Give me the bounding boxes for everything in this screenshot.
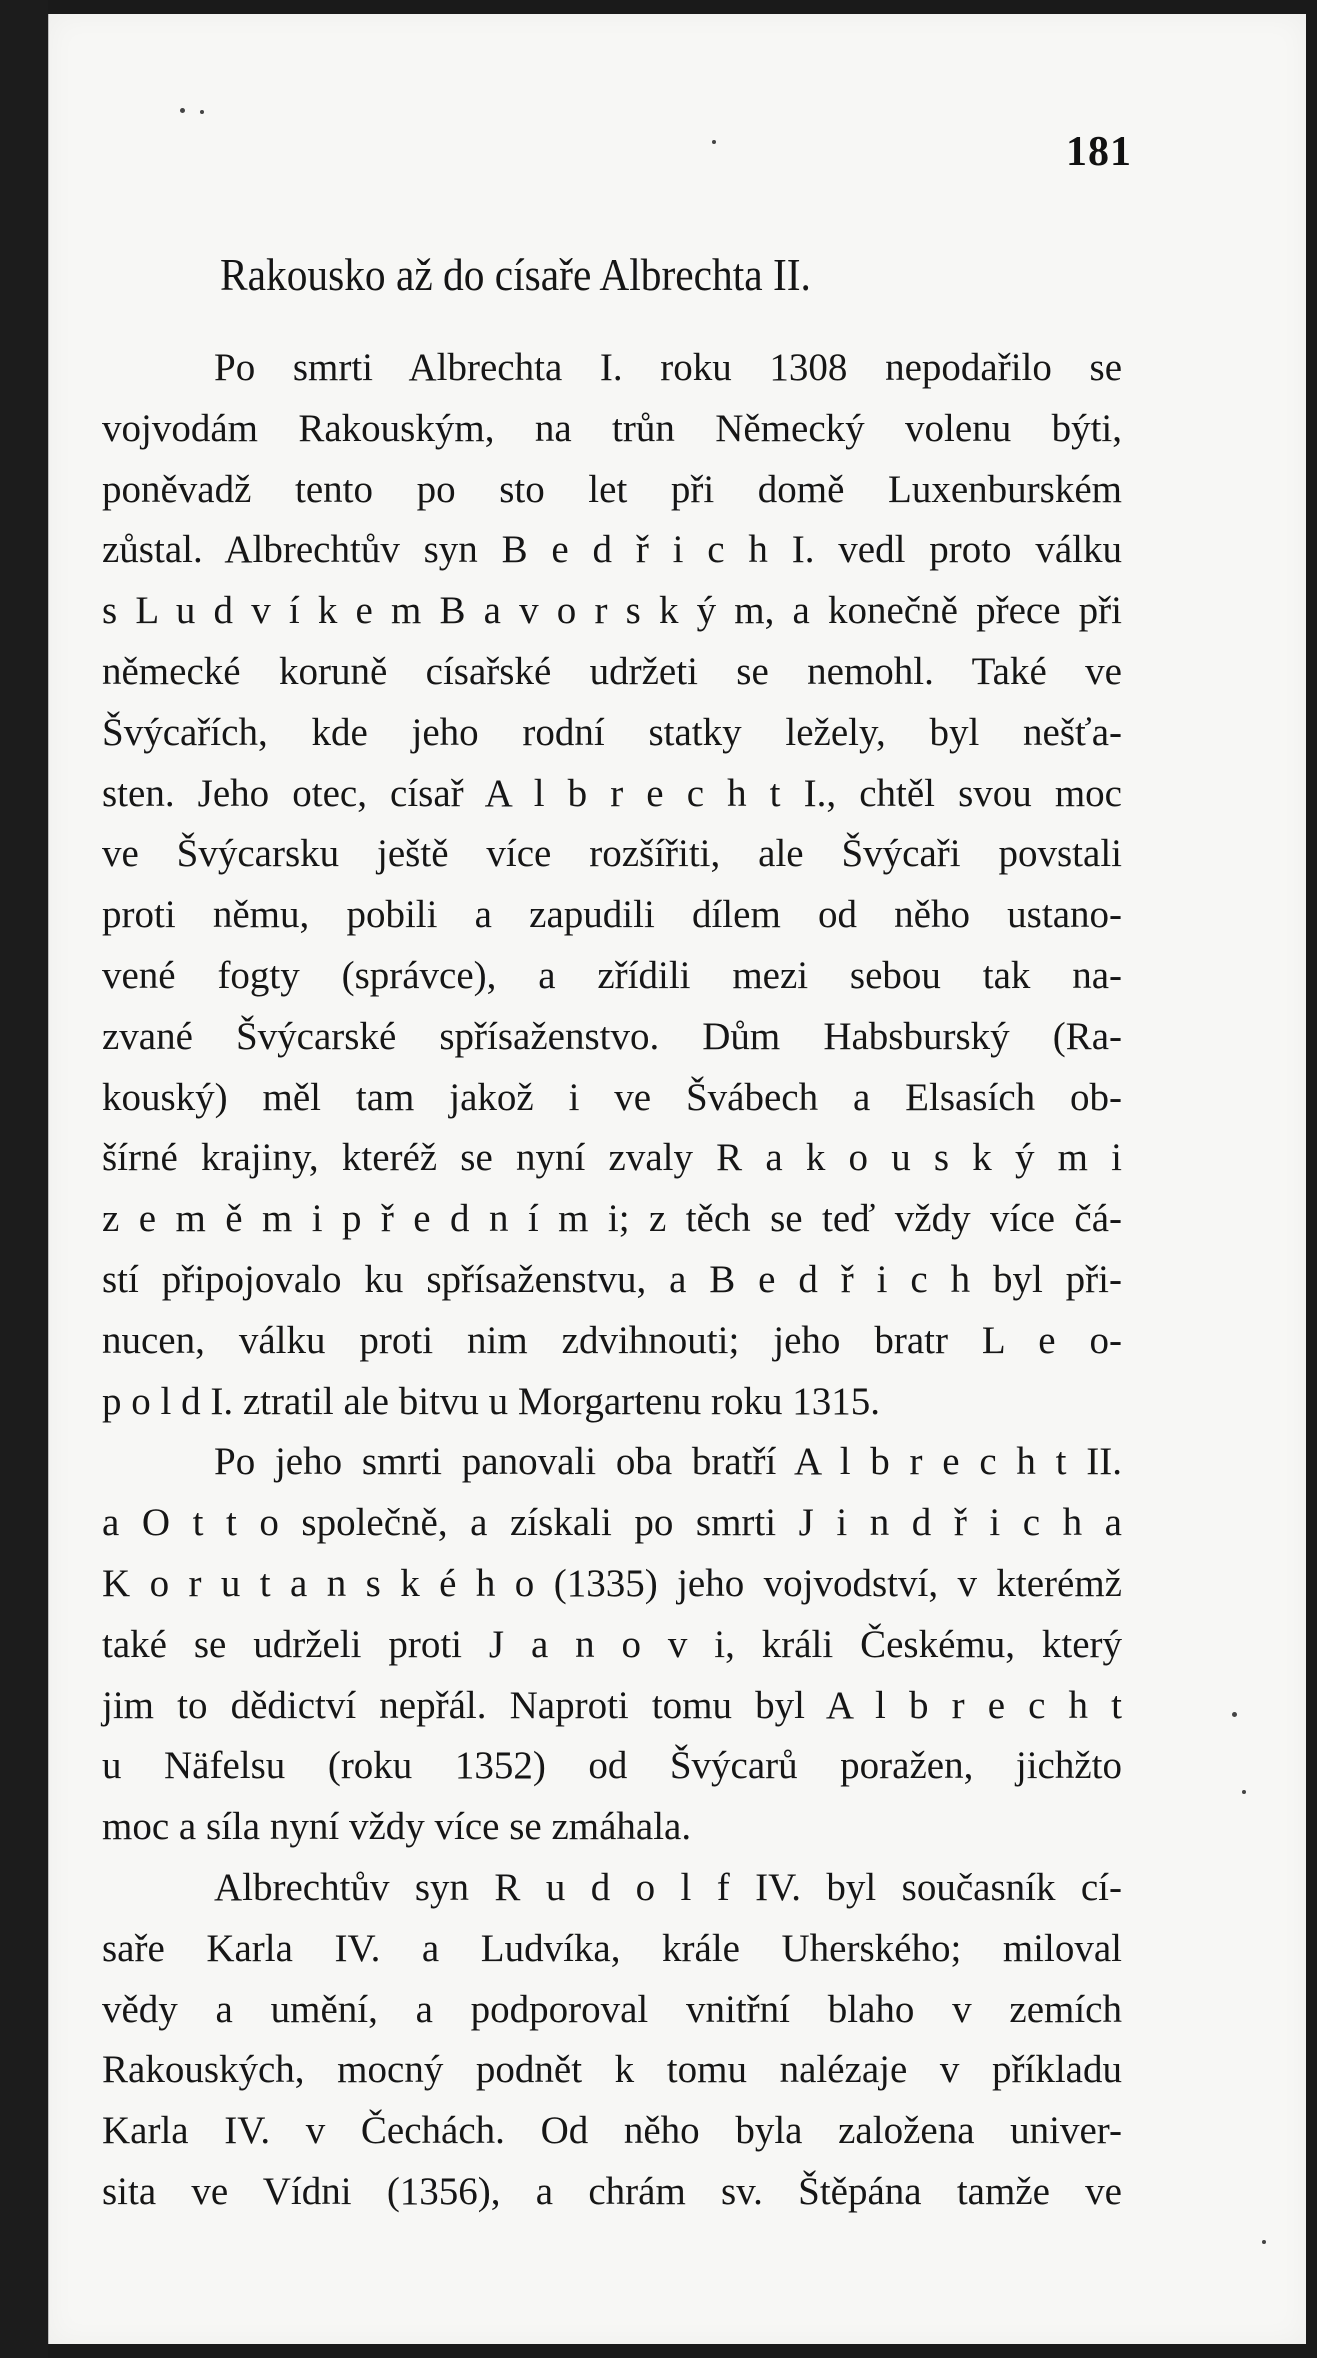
text-line: Po jeho smrti panovali oba bratří A l b r e c h t II.: [214, 1440, 1122, 1484]
text-line: německé koruně císařské udržeti se nemohl. Také ve: [102, 649, 1122, 693]
text-line: u Näfelsu (roku 1352) od Švýcarů poražen, jichžto: [102, 1744, 1122, 1788]
text-line: a O t t o společně, a získali po smrti J i n d ř i c h a: [102, 1501, 1122, 1545]
text-line: nucen, válku proti nim zdvihnouti; jeho bratr L e o-: [102, 1318, 1122, 1362]
text-line: zůstal. Albrechtův syn B e d ř i c h I. vedl proto válku: [102, 528, 1122, 572]
scan-speck: [712, 140, 716, 144]
scan-speck: [180, 108, 185, 113]
text-line: Rakouských, mocný podnět k tomu nalézaje v příkladu: [102, 2048, 1122, 2092]
chapter-heading: Rakousko až do císaře Albrechta II.: [220, 249, 811, 300]
text-line: p o l d I. ztratil ale bitvu u Morgartenu roku 1315.: [102, 1379, 881, 1423]
scan-speck: [1262, 2240, 1266, 2244]
text-line: sten. Jeho otec, císař A l b r e c h t I., chtěl svou moc: [102, 771, 1122, 815]
scan-speck: [1232, 1712, 1237, 1717]
text-line: moc a síla nyní vždy více se zmáhala.: [102, 1805, 692, 1849]
text-line: Po smrti Albrechta I. roku 1308 nepodařilo se: [214, 346, 1122, 389]
binding-margin: [0, 0, 48, 2358]
text-line: šírné krajiny, kteréž se nyní zvaly R a k o u s k ý m i: [102, 1136, 1122, 1180]
text-line: ve Švýcarsku ještě více rozšířiti, ale Švýcaři povstali: [102, 832, 1122, 876]
scan-speck: [1242, 1790, 1246, 1794]
text-line: poněvadž tento po sto let při domě Luxenburském: [102, 467, 1122, 511]
text-line: stí připojovalo ku spřísaženstvu, a B e d ř i c h byl při-: [102, 1257, 1122, 1301]
text-line: také se udrželi proti J a n o v i, králi Českému, který: [102, 1622, 1122, 1666]
text-line: sita ve Vídni (1356), a chrám sv. Štěpána tamže ve: [102, 2169, 1122, 2213]
scan-speck: [200, 110, 204, 114]
text-line: saře Karla IV. a Ludvíka, krále Uherského; miloval: [102, 1926, 1122, 1970]
text-line: vené fogty (správce), a zřídili mezi sebou tak na-: [102, 953, 1122, 997]
text-line: proti němu, pobili a zapudili dílem od něho ustano-: [102, 893, 1122, 937]
text-line: vědy a umění, a podporoval vnitřní blaho v zemích: [102, 1987, 1122, 2031]
text-line: Švýcařích, kde jeho rodní statky ležely, byl nešťa-: [102, 710, 1122, 754]
text-line: Karla IV. v Čechách. Od něho byla založena univer-: [102, 2109, 1122, 2153]
body-text: [102, 338, 1122, 2223]
text-line: Albrechtův syn R u d o l f IV. byl současník cí-: [214, 1865, 1122, 1909]
text-line: vojvodám Rakouským, na trůn Německý volenu býti,: [102, 406, 1122, 450]
text-line: K o r u t a n s k é h o (1335) jeho vojvodství, v kterémž: [102, 1561, 1122, 1605]
text-line: zvané Švýcarské spřísaženstvo. Dům Habsburský (Ra-: [102, 1014, 1122, 1058]
text-line: z e m ě m i p ř e d n í m i; z těch se teď vždy více čá-: [102, 1197, 1122, 1241]
text-line: kouský) měl tam jakož i ve Švábech a Elsasích ob-: [102, 1075, 1122, 1119]
text-line: s L u d v í k e m B a v o r s k ý m, a konečně přece při: [102, 589, 1122, 633]
text-line: jim to dědictví nepřál. Naproti tomu byl A l b r e c h t: [102, 1683, 1122, 1727]
page-number: 181: [1066, 129, 1132, 175]
